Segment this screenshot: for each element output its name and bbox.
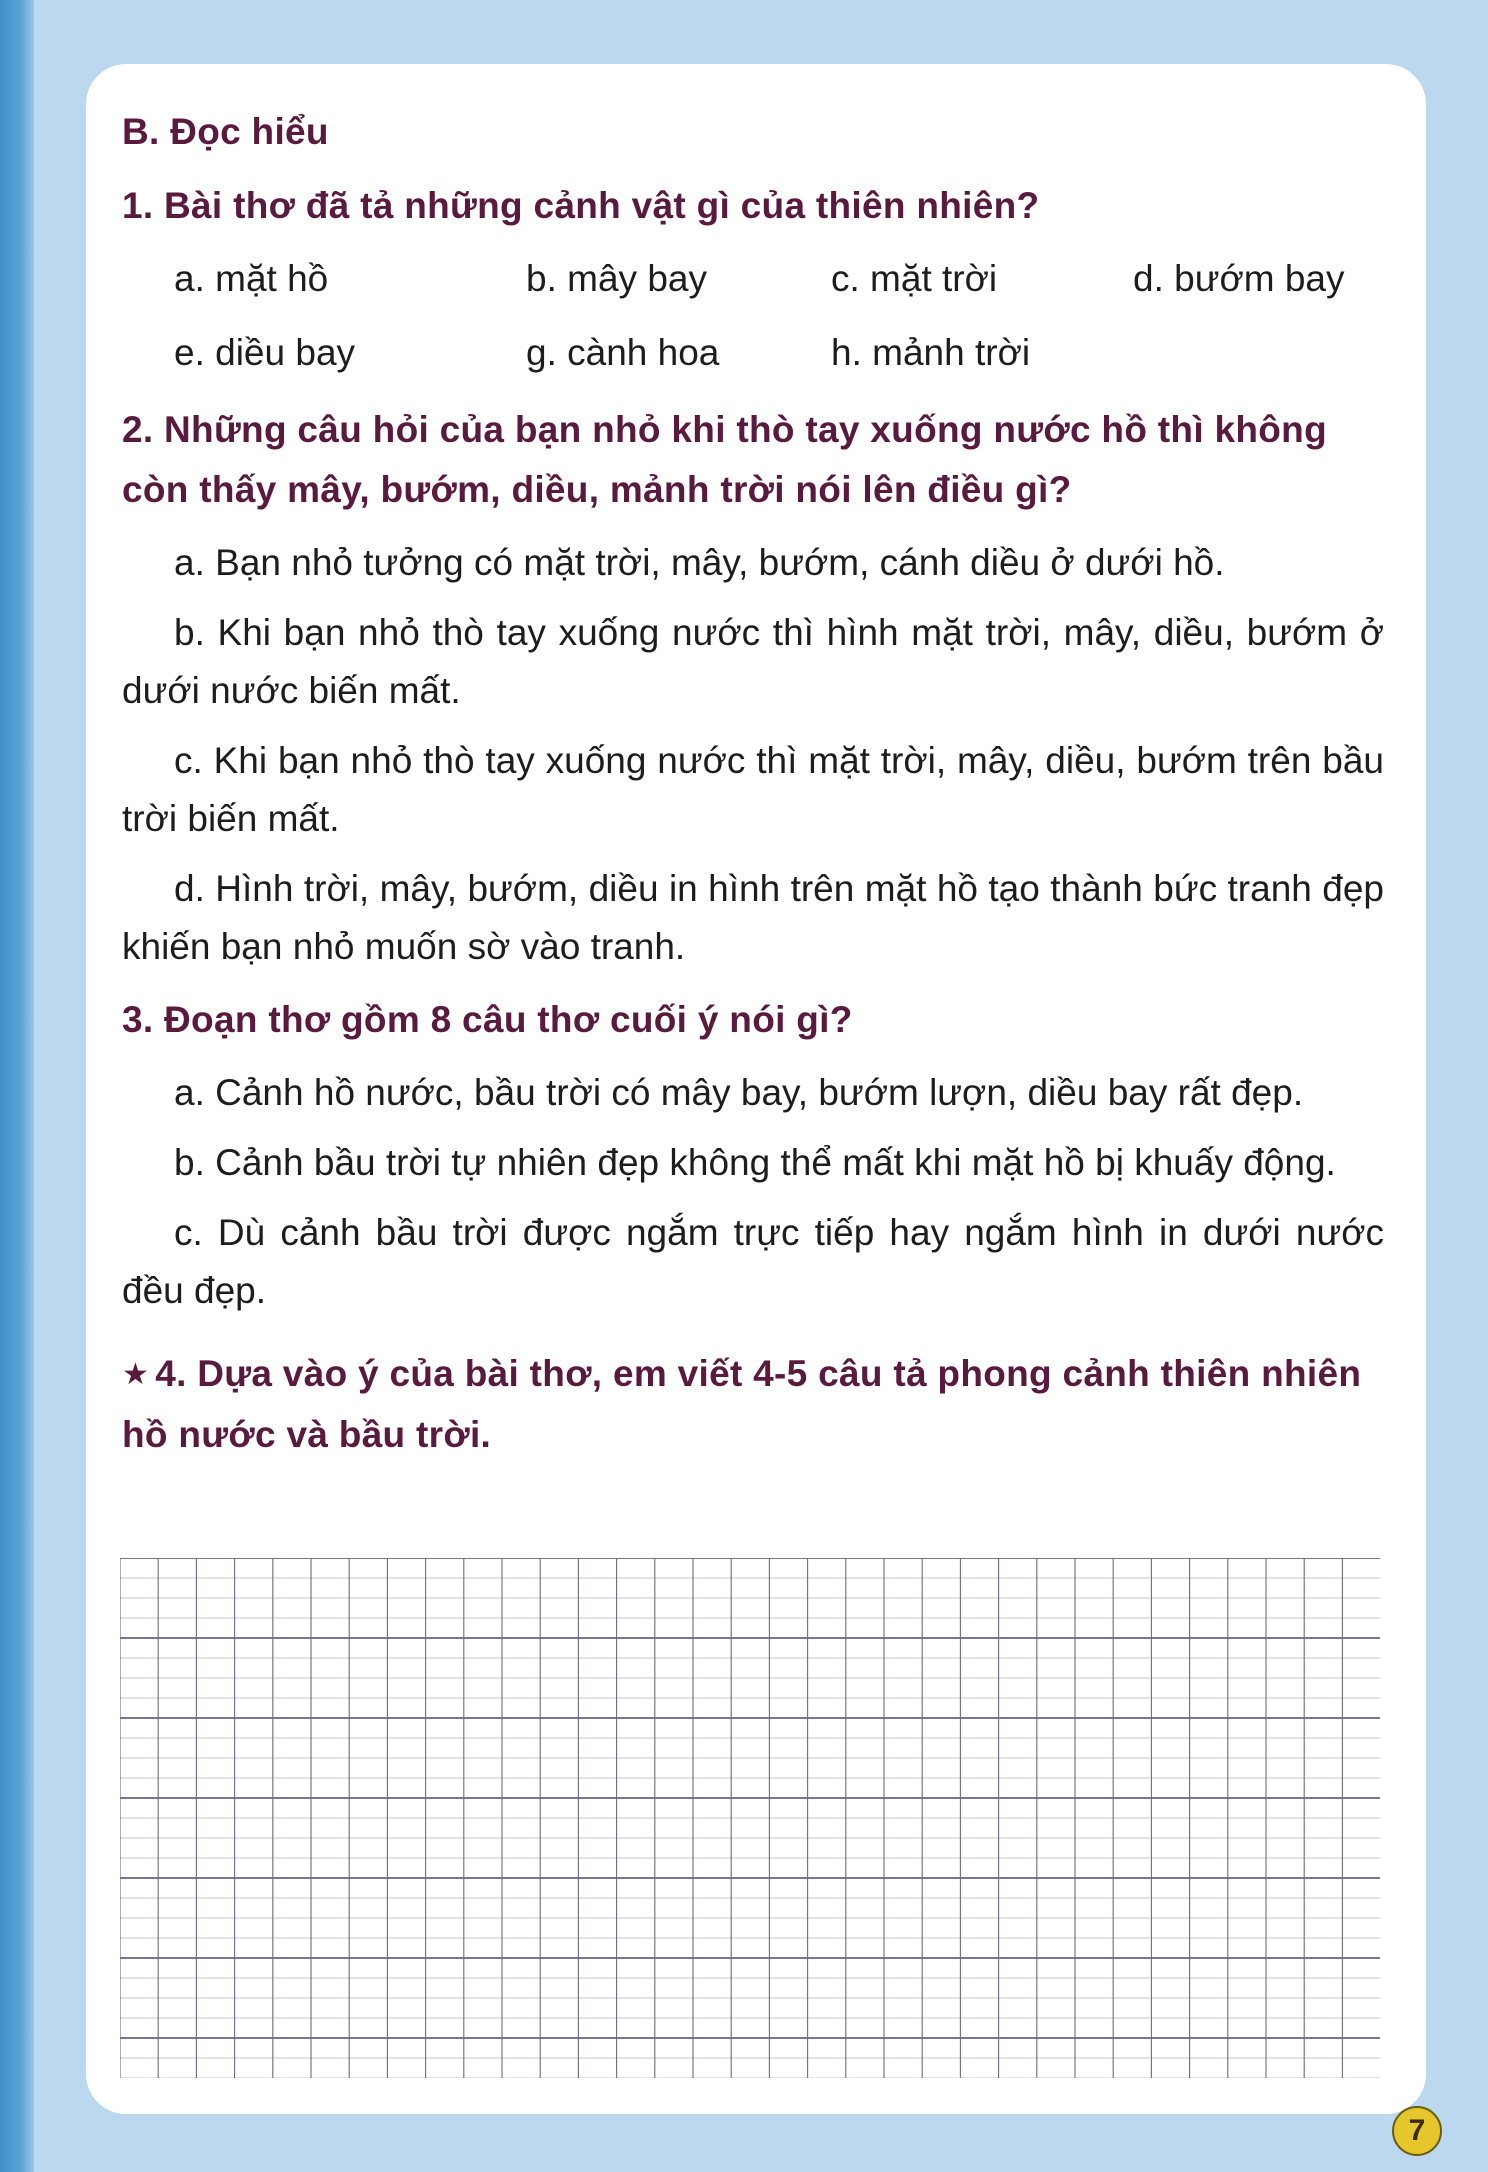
page-number-badge: 7 [1392,2106,1442,2156]
q1-option-d: d. bướm bay [1133,258,1345,299]
worksheet-page [86,64,1426,2114]
q2-option-a: a. Bạn nhỏ tưởng có mặt trời, mây, bướm, cánh diều ở dưới hồ. [174,542,1225,583]
star-icon: ★ [122,1358,150,1391]
q1-option-e: e. diều bay [174,332,356,373]
question-2: 2. Những câu hỏi của bạn nhỏ khi thò tay xuống nước hồ thì không còn thấy mây, bướm, diều, mảnh trời nói lên điều gì? [122,409,1327,510]
question-3-options [122,1064,1384,1320]
section-title: B. Đọc hiểu [122,111,329,152]
page-content [122,102,1384,1465]
grid-lines [120,1558,1380,2078]
question-1-options [174,246,1384,386]
q1-option-a: a. mặt hồ [174,258,329,299]
question-4 [122,1344,1384,1465]
q1-option-c: c. mặt trời [831,258,998,299]
handwriting-grid[interactable] [120,1558,1380,2078]
q3-option-b: b. Cảnh bầu trời tự nhiên đẹp không thể mất khi mặt hồ bị khuấy động. [174,1142,1336,1183]
question-4-text: 4. Dựa vào ý của bài thơ, em viết 4-5 câu tả phong cảnh thiên nhiên hồ nước và bầu trời. [122,1353,1362,1455]
question-3: 3. Đoạn thơ gồm 8 câu thơ cuối ý nói gì? [122,999,853,1040]
q2-option-c: c. Khi bạn nhỏ thò tay xuống nước thì mặt trời, mây, diều, bướm trên bầu trời biến mất. [122,740,1384,839]
q1-option-h: h. mảnh trời [831,332,1031,373]
book-spine [0,0,34,2172]
q3-option-a: a. Cảnh hồ nước, bầu trời có mây bay, bướm lượn, diều bay rất đẹp. [174,1072,1304,1113]
q2-option-d: d. Hình trời, mây, bướm, diều in hình trên mặt hồ tạo thành bức tranh đẹp khiến bạn nhỏ muốn sờ vào tranh. [122,868,1384,967]
question-2-options [122,534,1384,976]
q2-option-b: b. Khi bạn nhỏ thò tay xuống nước thì hình mặt trời, mây, diều, bướm ở dưới nước biến mất. [122,612,1384,711]
q3-option-c: c. Dù cảnh bầu trời được ngắm trực tiếp hay ngắm hình in dưới nước đều đẹp. [122,1212,1384,1311]
q1-option-b: b. mây bay [526,258,707,299]
q1-option-g: g. cành hoa [526,332,720,373]
question-1: 1. Bài thơ đã tả những cảnh vật gì của thiên nhiên? [122,185,1040,226]
